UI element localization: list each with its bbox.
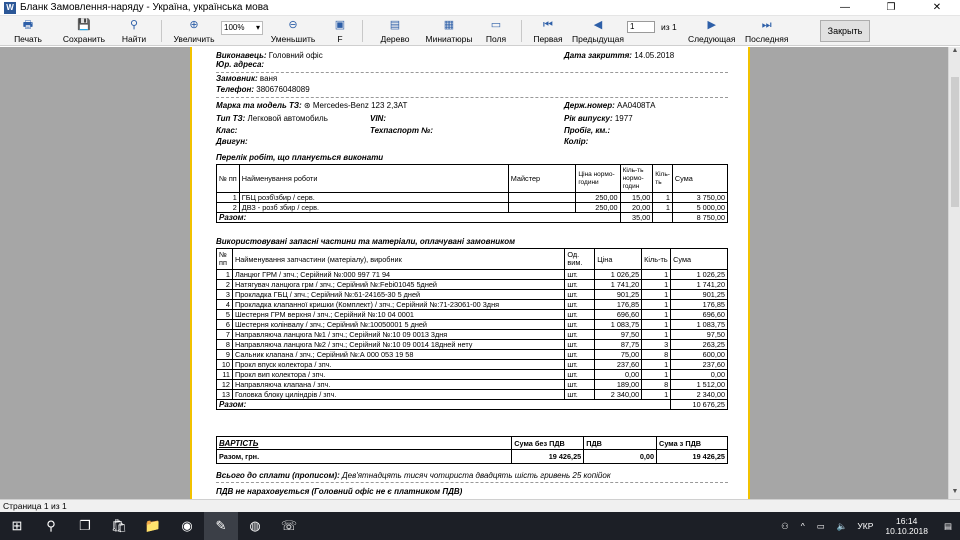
- last-page-button[interactable]: ⏭ Последняя: [745, 19, 789, 44]
- works-header: Кіль-ть нормо-годин: [620, 165, 653, 193]
- table-row: 8 Направляюча ланцюга №2 / зпч.; Серійний №:10 09 0014 18дней нету шт. 87,75 3 263,25: [217, 340, 728, 350]
- summary-table: ВАРТІСТЬ Сума без ПДВ ПДВ Сума з ПДВ Разом, грн. 19 426,25 0,00 19 426,25: [216, 436, 728, 464]
- start-icon[interactable]: ⊞: [11, 518, 23, 533]
- zoom-in-button[interactable]: ⊕ Увеличить: [173, 19, 215, 44]
- table-row: 10 Прокл впуск колектора / зпч. шт. 237,60 1 237,60: [217, 360, 728, 370]
- minimize-button[interactable]: —: [840, 2, 850, 13]
- fields-button[interactable]: ▭ Поля: [485, 19, 507, 44]
- vat-note: ПДВ не нараховується (Головний офіс не є платником ПДВ): [216, 487, 463, 496]
- volume-icon[interactable]: 🔈: [836, 520, 848, 531]
- print-button[interactable]: 🖶 Печать: [14, 19, 42, 44]
- table-row: 6 Шестерня колінвалу / зпч.; Серійний №:10050001 5 дней шт. 1 083,75 1 1 083,75: [217, 320, 728, 330]
- f-icon: ▣: [334, 19, 346, 31]
- works-header: № пп: [217, 165, 240, 193]
- table-row: 12 Направляюча клапана / зпч. шт. 189,00 8 1 512,00: [217, 380, 728, 390]
- toolbar-separator: [161, 20, 162, 42]
- divider: [216, 72, 728, 73]
- preview-area: [0, 47, 960, 499]
- binoculars-icon: ⚲: [129, 19, 139, 31]
- sum-with-vat: 19 426,25: [657, 450, 728, 464]
- taskbar: [0, 512, 960, 540]
- next-page-button[interactable]: ▶ Следующая: [687, 19, 736, 44]
- tree-button[interactable]: ▤ Дерево: [380, 19, 410, 44]
- prev-page-button[interactable]: ◀ Предыдущая: [572, 19, 624, 44]
- tree-icon: ▤: [389, 19, 401, 31]
- scroll-thumb[interactable]: [951, 77, 959, 207]
- explorer-icon[interactable]: 📁: [144, 518, 162, 533]
- people-icon[interactable]: ⚇: [781, 520, 789, 531]
- parts-header: № пп: [217, 249, 233, 270]
- page-count: из 1: [661, 22, 677, 32]
- store-icon[interactable]: 🛍: [110, 518, 128, 533]
- table-row: 1 ГБЦ розб\збир / серв. 250,00 15,00 1 3 750,00: [217, 193, 728, 203]
- chrome-icon[interactable]: ◉: [181, 518, 193, 533]
- divider: [216, 482, 728, 483]
- plate-value: АА0408ТА: [617, 101, 656, 110]
- zoom-select[interactable]: 100% ▾: [221, 21, 263, 35]
- scroll-down-icon[interactable]: ▼: [951, 488, 959, 495]
- customer-value: ваня: [259, 74, 278, 83]
- works-header: Сума: [672, 165, 727, 193]
- divider: [216, 97, 728, 98]
- close-window-button[interactable]: ✕: [932, 2, 942, 13]
- clock[interactable]: 16:14 10.10.2018: [885, 516, 928, 536]
- fields-icon: ▭: [490, 19, 502, 31]
- app-icon-2[interactable]: ◍: [249, 518, 261, 533]
- parts-header: Найменування запчастини (матеріалу), виробник: [232, 249, 564, 270]
- zoom-out-icon: ⊖: [288, 19, 298, 31]
- close-button[interactable]: Закрыть: [820, 20, 870, 42]
- table-row: 2 ДВЗ - розб збир / серв. 250,00 20,00 1 5 000,00: [217, 203, 728, 213]
- works-header: Кіль-ть: [653, 165, 673, 193]
- parts-header: Ціна: [595, 249, 642, 270]
- works-header: Найменування роботи: [239, 165, 508, 193]
- works-header: Майстер: [508, 165, 576, 193]
- status-bar: Страница 1 из 1: [0, 499, 960, 512]
- maximize-button[interactable]: ❐: [886, 2, 896, 13]
- first-page-button[interactable]: ⏮ Первая: [533, 19, 563, 44]
- table-row: 11 Прокл вип колектора / зпч. шт. 0,00 1 0,00: [217, 370, 728, 380]
- thumbnails-button[interactable]: ▦ Миниатюры: [425, 19, 473, 44]
- page-number-input[interactable]: 1: [627, 21, 655, 33]
- scroll-up-icon[interactable]: ▲: [951, 47, 959, 54]
- works-title: Перелік робіт, що планується виконати: [216, 153, 384, 162]
- first-page-icon: ⏮: [543, 19, 553, 31]
- phone-value: 380676048089: [256, 85, 310, 94]
- save-button[interactable]: 💾 Сохранить: [62, 19, 106, 44]
- zoom-in-icon: ⊕: [189, 19, 199, 31]
- works-header: Ціна нормо-години: [576, 165, 620, 193]
- window-title: Бланк Замовлення-наряду - Україна, українська мова: [20, 2, 269, 13]
- zoom-out-button[interactable]: ⊖ Уменьшить: [270, 19, 316, 44]
- mercedes-logo-icon: ⊛: [303, 101, 311, 110]
- parts-header: Кіль-ть: [642, 249, 671, 270]
- find-button[interactable]: ⚲ Найти: [121, 19, 147, 44]
- tray-arrow-icon[interactable]: ^: [800, 521, 805, 531]
- parts-title: Використовувані запасні частини та матеріали, оплачувані замовником: [216, 237, 516, 246]
- table-row: 2 Натягувач ланцюга грм / зпч.; Серійний №:Febi01045 5дней шт. 1 741,20 1 1 741,20: [217, 280, 728, 290]
- printer-icon: 🖶: [22, 19, 34, 31]
- thumbnails-icon: ▦: [443, 19, 455, 31]
- cost-label: ВАРТІСТЬ: [217, 437, 512, 450]
- toolbar-separator: [521, 20, 522, 42]
- parts-header: Сума: [671, 249, 728, 270]
- prev-page-icon: ◀: [593, 19, 603, 31]
- table-row: 1 Ланцюг ГРМ / зпч.; Серійний №:000 997 71 94 шт. 1 026,25 1 1 026,25: [217, 270, 728, 280]
- year-value: 1977: [614, 114, 633, 123]
- parts-table: [216, 248, 728, 410]
- viber-icon[interactable]: ☏: [280, 518, 298, 533]
- last-page-icon: ⏭: [761, 19, 772, 31]
- table-row: 9 Сальник клапана / зпч.; Серійний №:А 000 053 19 58 шт. 75,00 8 600,00: [217, 350, 728, 360]
- toolbar: [0, 16, 960, 46]
- type-value: Легковой автомобиль: [247, 114, 328, 123]
- parts-header: Од. вим.: [565, 249, 595, 270]
- works-total-row: Разом: 35,00 8 750,00: [217, 213, 728, 223]
- vertical-scrollbar[interactable]: [948, 47, 960, 499]
- title-bar: [0, 0, 960, 16]
- works-table: [216, 164, 728, 223]
- f-button[interactable]: ▣ F: [334, 19, 346, 44]
- amount-in-words: Дев'ятнадцять тисяч чотириста двадцять шість гривень 25 копійок: [342, 471, 611, 480]
- close-date-value: 14.05.2018: [634, 51, 675, 60]
- table-row: 4 Прокладка клапанної кришки (Комплект) / зпч.; Серійний №:71-23061-00 3дня шт. 176,85 1 176,85: [217, 300, 728, 310]
- save-icon: 💾: [77, 19, 91, 31]
- table-row: 5 Шестерня ГРМ верхня / зпч.; Серійний №:10 04 0001 шт. 696,60 1 696,60: [217, 310, 728, 320]
- document-page: Виконавець: Головний офіс Дата закриття: 14.05.2018 Юр. адреса: Замовник: ваня Телефон: 380676048089 Марка та модель ТЗ: ⊛ Mercedes-Benz 123 2,3AT Держ.номер: АА0408ТА Тип ТЗ: Легковой автомобиль VIN: Рік випуску: 1977 Клас: Техпаспорт №: Пробіг, км.: Двигун: Колір: Перелік робіт, що планується виконати № пп Найменування роботи Майстер Ціна нормо-години Кіль-ть нормо-годин Кіль-ть Сума 1 ГБЦ розб\збир / серв. 250,00 15,00 1 3 750,00 2 ДВЗ - розб збир / серв. 250,00 20,00 1 5 000,00 Разом: 35,00 8 750,00 Використовувані запасні частини та матеріали, оплачувані замовником № пп Найменування запчастини (матеріалу), виробник Од. вим. Ціна Кіль-ть Сума 1 Ланцюг ГРМ / зпч.; Серійний №:000 997 71 94 шт. 1 026,25 1 1 026,25 2 Натягувач ланцюга грм / зпч.; Серійний №:Febi01045 5дней шт. 1 741,20 1 1 741,20 3 Прокладка ГБЦ / зпч.; Серійний №:61-24165-30 5 дней шт. 901,25 1 901,25 4 Прокладка клапанної кришки (Комплект) / зпч.; Серійний №:71-23061-00 3дня шт. 176,85 1 176,85 5 Шестерня ГРМ верхня / зпч.; Серійний №:10 04 0001 шт. 696,60 1 696,60 6 Шестерня колінвалу / зпч.; Серійний №:10050001 5 дней шт. 1 083,75 1 1 083,75 7 Направляюча ланцюга №1 / зпч.; Серійний №:10 09 0013 3дня шт. 97,50 1 97,50 8 Направляюча ланцюга №2 / зпч.; Серійний №:10 09 0014 18дней нету шт. 87,75 3 263,25 9 Сальник клапана / зпч.; Серійний №:А 000 053 19 58 шт. 75,00 8 600,00 10 Прокл впуск колектора / зпч. шт. 237,60 1 237,60 11 Прокл вип колектора / зпч. шт. 0,00 1 0,00 12 Направляюча клапана / зпч. шт. 189,00 8 1 512,00 13 Головка блоку циліндрів / зпч. шт. 2 340,00 1 2 340,00 Разом: 10 676,25 ВАРТІСТЬ Сума без ПДВ ПДВ Сума з ПДВ Разом, грн. 19 426,25 0,00 19 426,25 Всього до сплати (прописом): Дев'ятнадцять тисяч чотириста двадцять шість гривень 25 копійок ПДВ не нараховується (Головний офіс не є платником ПДВ): [190, 47, 750, 499]
- app-icon: W: [4, 2, 16, 14]
- notifications-icon[interactable]: ▤: [943, 520, 952, 531]
- table-row: 13 Головка блоку циліндрів / зпч. шт. 2 340,00 1 2 340,00: [217, 390, 728, 400]
- network-icon[interactable]: ▭: [816, 520, 825, 531]
- task-view-icon[interactable]: ❐: [79, 518, 91, 533]
- toolbar-separator: [362, 20, 363, 42]
- sum-no-vat: 19 426,25: [512, 450, 584, 464]
- table-row: 3 Прокладка ГБЦ / зпч.; Серійний №:61-24165-30 5 дней шт. 901,25 1 901,25: [217, 290, 728, 300]
- report-app-icon[interactable]: ✎: [204, 512, 238, 540]
- next-page-icon: ▶: [707, 19, 716, 31]
- model-value: Mercedes-Benz 123 2,3AT: [312, 101, 408, 110]
- parts-total-row: Разом: 10 676,25: [217, 400, 728, 410]
- search-icon[interactable]: ⚲: [46, 518, 56, 533]
- parts-body: [217, 270, 728, 410]
- language-indicator[interactable]: УКР: [857, 521, 874, 531]
- table-row: 7 Направляюча ланцюга №1 / зпч.; Серійний №:10 09 0013 3дня шт. 97,50 1 97,50: [217, 330, 728, 340]
- sum-vat: 0,00: [584, 450, 657, 464]
- executor-value: Головний офіс: [268, 51, 323, 60]
- system-tray: [775, 512, 960, 540]
